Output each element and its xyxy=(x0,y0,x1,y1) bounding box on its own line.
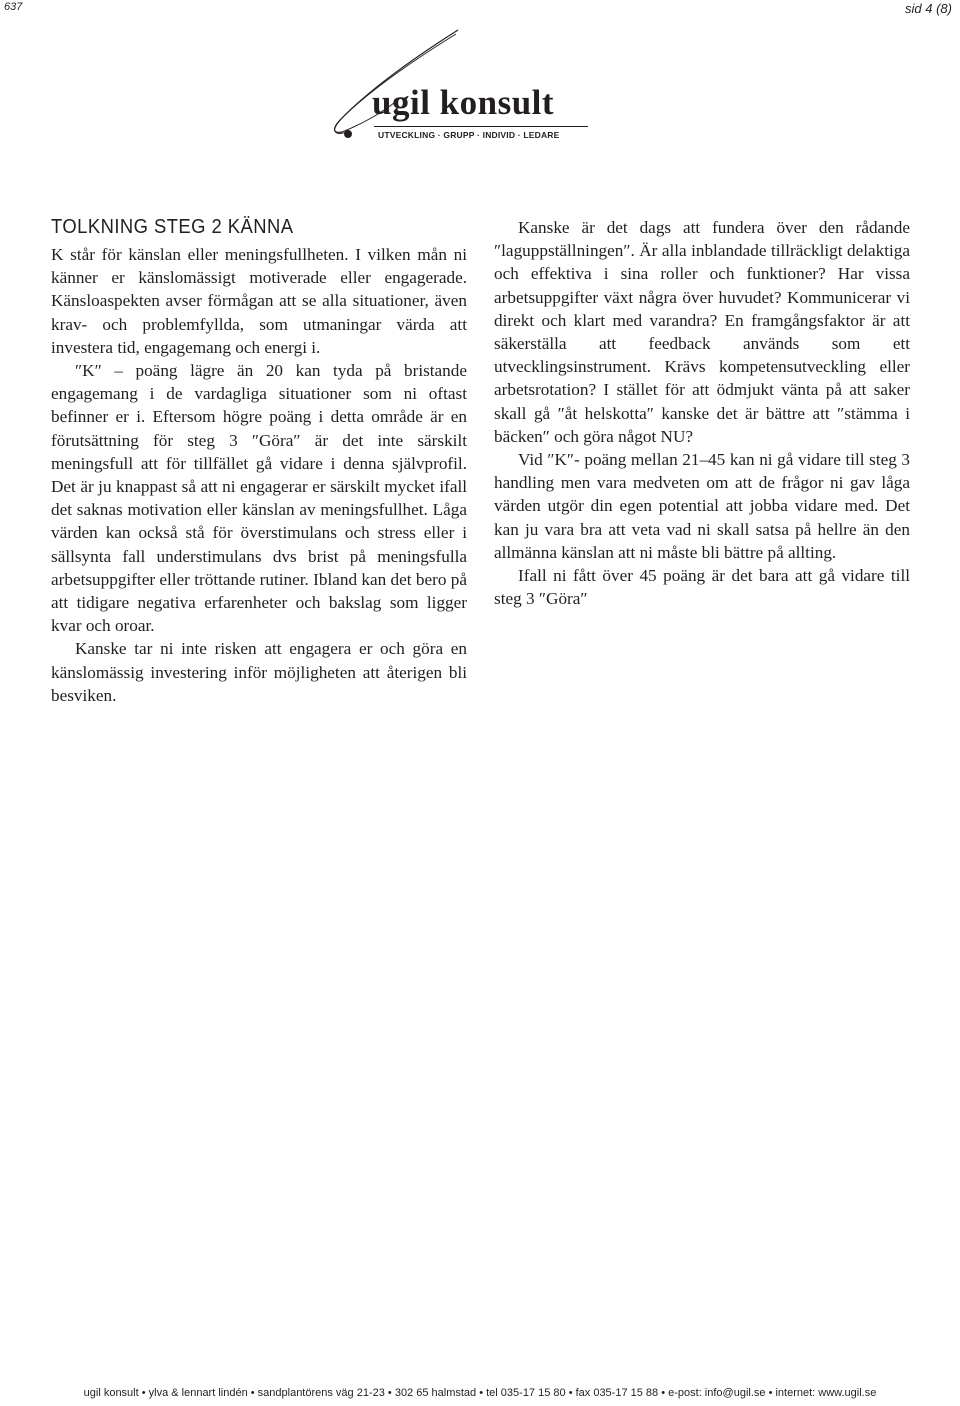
paragraph: K står för känslan eller meningsfullheten. I vilken mån ni känner er känslomässigt motiverade eller engagerade. Känsloaspekten avser förmågan att se alla situationer, även krav- och problemfyllda, som utmaningar värda att investera tid, engagemang och energi i. xyxy=(51,245,467,357)
section-heading: TOLKNING STEG 2 KÄNNA xyxy=(51,216,294,238)
paragraph: Vid ″K″- poäng mellan 21–45 kan ni gå vidare till steg 3 handling men vara medveten om att de frågor ni gav låga värden utgör din egen potential att jobba vidare med. Det kan ju vara bra att veta vad ni skall satsa på hellre än den allmänna känslan att ni måste bli bättre på allting. xyxy=(494,450,910,562)
logo-name: ugil konsult xyxy=(372,83,555,122)
right-column xyxy=(494,216,910,610)
logo-tagline: UTVECKLING · GRUPP · INDIVID · LEDARE xyxy=(378,130,560,140)
paragraph: ″K″ – poäng lägre än 20 kan tyda på bristande engagemang i de vardagliga situationer som ni oftast befinner er i. Eftersom högre poäng i detta område är en förutsättning för steg 3 ″Göra″ är det inte särskilt meningsfull att för tillfället gå vidare i denna självprofil. Det är ju knappast så att ni engagerar er särskilt mycket ifall det saknas motivation eller känslan av meningsfullhet. Låga värden kan också stå för överstimulans och stress eller i sällsynta fall understimulans dvs brist på meningsfulla arbetsuppgifter eller tröttande rutiner. Ibland kan det bero på att tidigare negativa erfarenheter och bakslag som ligger kvar och oroar. xyxy=(51,361,467,636)
company-logo xyxy=(322,28,602,150)
footer-contact: ugil konsult • ylva & lennart lindén • sandplantörens väg 21-23 • 302 65 halmstad • tel 035-17 15 80 • fax 035-17 15 88 • e-post: info@ugil.se • internet: www.ugil.se xyxy=(83,1387,877,1399)
logo-divider xyxy=(374,126,588,127)
paragraph: Ifall ni fått över 45 poäng är det bara att gå vidare till steg 3 ″Göra″ xyxy=(494,566,910,609)
paragraph: Kanske tar ni inte risken att engagera er och göra en känslomässig investering inför möjligheten att återigen bli besviken. xyxy=(51,639,467,705)
document-number: 637 xyxy=(4,1,23,13)
paragraph: Kanske är det dags att fundera över den rådande ″laguppställningen″. Är alla inblandade tillräckligt delaktiga och effektiva i sina roller och funktioner? Har vissa arbetsuppgifter växt några över huvudet? Kommunicerar vi direkt och klart med varandra? En framgångsfaktor är att säkerställa att feedback används som ett utvecklingsinstrument. Krävs kompetensutveckling eller arbetsrotation? I stället för att ödmjukt vänta på att saker skall gå ″åt helskotta″ kanske det är bättre att ″stämma i bäcken″ och göra något NU? xyxy=(494,218,910,446)
page-indicator: sid 4 (8) xyxy=(905,1,952,16)
left-column xyxy=(51,216,467,707)
